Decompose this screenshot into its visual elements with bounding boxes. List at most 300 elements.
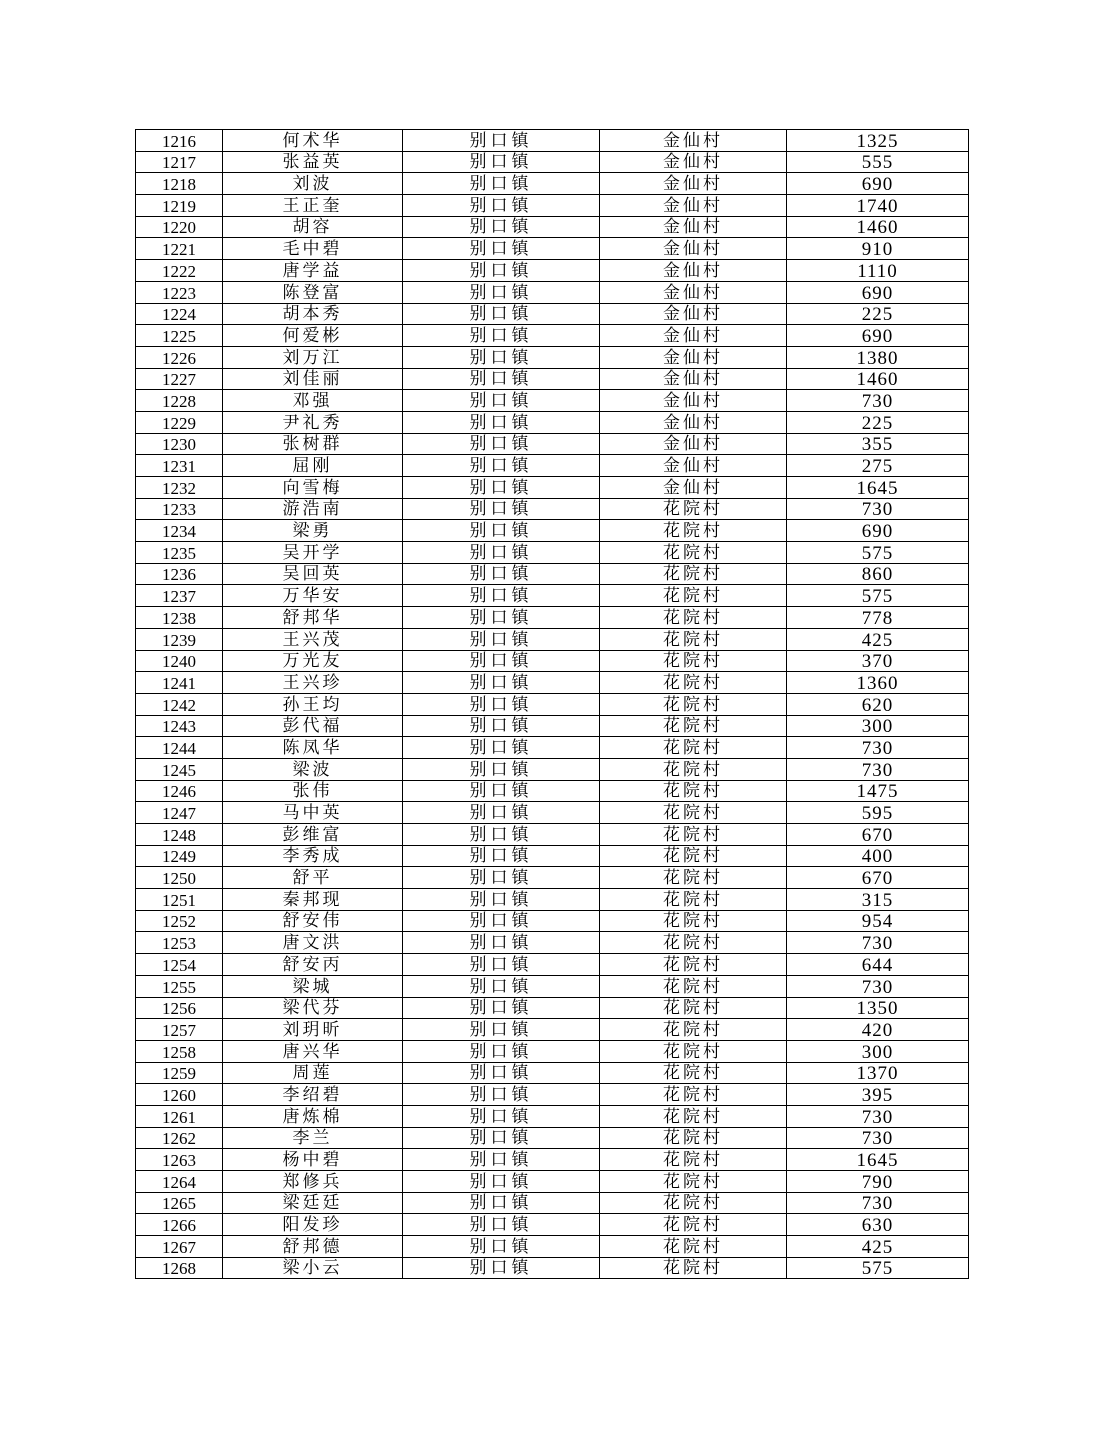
- cell-number: 1217: [136, 151, 223, 173]
- cell-amount: 225: [787, 303, 969, 325]
- cell-town: 别口镇: [403, 281, 600, 303]
- cell-town: 别口镇: [403, 1236, 600, 1258]
- cell-amount: 730: [787, 1192, 969, 1214]
- cell-amount: 1475: [787, 780, 969, 802]
- cell-name: 唐文洪: [223, 932, 403, 954]
- cell-amount: 1460: [787, 216, 969, 238]
- cell-name: 彭代福: [223, 715, 403, 737]
- cell-village: 金仙村: [600, 130, 787, 152]
- cell-village: 金仙村: [600, 346, 787, 368]
- cell-town: 别口镇: [403, 1019, 600, 1041]
- table-row: [136, 195, 969, 217]
- table-row: [136, 498, 969, 520]
- cell-number: 1222: [136, 260, 223, 282]
- cell-town: 别口镇: [403, 1062, 600, 1084]
- table-row: [136, 433, 969, 455]
- cell-number: 1263: [136, 1149, 223, 1171]
- cell-village: 金仙村: [600, 260, 787, 282]
- cell-number: 1254: [136, 954, 223, 976]
- cell-number: 1257: [136, 1019, 223, 1041]
- cell-amount: 730: [787, 932, 969, 954]
- cell-town: 别口镇: [403, 650, 600, 672]
- cell-village: 花院村: [600, 1127, 787, 1149]
- cell-town: 别口镇: [403, 889, 600, 911]
- cell-amount: 620: [787, 693, 969, 715]
- cell-name: 梁波: [223, 758, 403, 780]
- table-row: [136, 954, 969, 976]
- table-row: [136, 1236, 969, 1258]
- cell-town: 别口镇: [403, 758, 600, 780]
- table-row: [136, 238, 969, 260]
- cell-number: 1224: [136, 303, 223, 325]
- table-row: [136, 151, 969, 173]
- table-row: [136, 173, 969, 195]
- table-row: [136, 824, 969, 846]
- cell-town: 别口镇: [403, 238, 600, 260]
- cell-name: 唐学益: [223, 260, 403, 282]
- cell-village: 花院村: [600, 498, 787, 520]
- cell-amount: 575: [787, 585, 969, 607]
- cell-village: 花院村: [600, 607, 787, 629]
- cell-village: 花院村: [600, 867, 787, 889]
- cell-name: 陈凤华: [223, 737, 403, 759]
- cell-name: 毛中碧: [223, 238, 403, 260]
- cell-number: 1240: [136, 650, 223, 672]
- cell-number: 1252: [136, 910, 223, 932]
- cell-village: 花院村: [600, 845, 787, 867]
- cell-village: 金仙村: [600, 411, 787, 433]
- cell-name: 梁廷廷: [223, 1192, 403, 1214]
- table-row: [136, 715, 969, 737]
- cell-name: 刘佳丽: [223, 368, 403, 390]
- cell-amount: 575: [787, 542, 969, 564]
- cell-name: 王兴茂: [223, 628, 403, 650]
- cell-amount: 730: [787, 498, 969, 520]
- cell-village: 花院村: [600, 1062, 787, 1084]
- table-row: [136, 1105, 969, 1127]
- table-row: [136, 867, 969, 889]
- cell-name: 邓强: [223, 390, 403, 412]
- cell-name: 游浩南: [223, 498, 403, 520]
- cell-name: 舒邦华: [223, 607, 403, 629]
- cell-town: 别口镇: [403, 672, 600, 694]
- cell-number: 1228: [136, 390, 223, 412]
- cell-name: 孙王均: [223, 693, 403, 715]
- table-row: [136, 411, 969, 433]
- cell-amount: 225: [787, 411, 969, 433]
- table-row: [136, 130, 969, 152]
- cell-number: 1220: [136, 216, 223, 238]
- cell-village: 金仙村: [600, 238, 787, 260]
- cell-town: 别口镇: [403, 802, 600, 824]
- cell-number: 1253: [136, 932, 223, 954]
- cell-name: 郑修兵: [223, 1171, 403, 1193]
- cell-town: 别口镇: [403, 997, 600, 1019]
- table-row: [136, 390, 969, 412]
- table-row: [136, 346, 969, 368]
- cell-town: 别口镇: [403, 585, 600, 607]
- cell-name: 王正奎: [223, 195, 403, 217]
- cell-amount: 670: [787, 824, 969, 846]
- cell-number: 1247: [136, 802, 223, 824]
- cell-village: 金仙村: [600, 216, 787, 238]
- cell-amount: 1360: [787, 672, 969, 694]
- cell-village: 花院村: [600, 672, 787, 694]
- cell-name: 王兴珍: [223, 672, 403, 694]
- cell-amount: 1380: [787, 346, 969, 368]
- cell-town: 别口镇: [403, 1105, 600, 1127]
- cell-amount: 910: [787, 238, 969, 260]
- cell-name: 万华安: [223, 585, 403, 607]
- cell-village: 花院村: [600, 1019, 787, 1041]
- cell-name: 吴开学: [223, 542, 403, 564]
- cell-name: 何术华: [223, 130, 403, 152]
- cell-number: 1233: [136, 498, 223, 520]
- cell-village: 花院村: [600, 758, 787, 780]
- cell-town: 别口镇: [403, 411, 600, 433]
- table-row: [136, 520, 969, 542]
- cell-name: 张益英: [223, 151, 403, 173]
- cell-number: 1248: [136, 824, 223, 846]
- cell-number: 1227: [136, 368, 223, 390]
- cell-amount: 670: [787, 867, 969, 889]
- cell-name: 唐兴华: [223, 1040, 403, 1062]
- cell-amount: 355: [787, 433, 969, 455]
- cell-town: 别口镇: [403, 498, 600, 520]
- table-row: [136, 628, 969, 650]
- cell-village: 花院村: [600, 932, 787, 954]
- cell-name: 马中英: [223, 802, 403, 824]
- cell-number: 1266: [136, 1214, 223, 1236]
- cell-town: 别口镇: [403, 780, 600, 802]
- cell-village: 花院村: [600, 1171, 787, 1193]
- cell-amount: 630: [787, 1214, 969, 1236]
- cell-number: 1259: [136, 1062, 223, 1084]
- cell-village: 金仙村: [600, 368, 787, 390]
- cell-town: 别口镇: [403, 260, 600, 282]
- cell-village: 金仙村: [600, 433, 787, 455]
- cell-number: 1225: [136, 325, 223, 347]
- cell-town: 别口镇: [403, 910, 600, 932]
- cell-number: 1245: [136, 758, 223, 780]
- cell-town: 别口镇: [403, 1214, 600, 1236]
- cell-number: 1264: [136, 1171, 223, 1193]
- cell-town: 别口镇: [403, 693, 600, 715]
- cell-name: 刘波: [223, 173, 403, 195]
- cell-village: 花院村: [600, 910, 787, 932]
- table-row: [136, 1062, 969, 1084]
- cell-town: 别口镇: [403, 346, 600, 368]
- cell-town: 别口镇: [403, 737, 600, 759]
- cell-amount: 300: [787, 1040, 969, 1062]
- cell-town: 别口镇: [403, 368, 600, 390]
- cell-town: 别口镇: [403, 477, 600, 499]
- table-row: [136, 889, 969, 911]
- cell-amount: 400: [787, 845, 969, 867]
- table-row: [136, 260, 969, 282]
- cell-village: 金仙村: [600, 390, 787, 412]
- cell-amount: 1370: [787, 1062, 969, 1084]
- cell-amount: 730: [787, 1105, 969, 1127]
- cell-amount: 778: [787, 607, 969, 629]
- cell-number: 1230: [136, 433, 223, 455]
- cell-name: 梁代芬: [223, 997, 403, 1019]
- cell-village: 花院村: [600, 1040, 787, 1062]
- cell-amount: 1460: [787, 368, 969, 390]
- cell-name: 杨中碧: [223, 1149, 403, 1171]
- cell-amount: 425: [787, 1236, 969, 1258]
- cell-amount: 1350: [787, 997, 969, 1019]
- cell-number: 1235: [136, 542, 223, 564]
- table-row: [136, 693, 969, 715]
- cell-village: 花院村: [600, 954, 787, 976]
- cell-town: 别口镇: [403, 1127, 600, 1149]
- table-row: [136, 542, 969, 564]
- table-row: [136, 1149, 969, 1171]
- cell-village: 花院村: [600, 1105, 787, 1127]
- cell-amount: 1325: [787, 130, 969, 152]
- table-row: [136, 563, 969, 585]
- cell-town: 别口镇: [403, 1040, 600, 1062]
- cell-number: 1249: [136, 845, 223, 867]
- cell-town: 别口镇: [403, 628, 600, 650]
- table-row: [136, 758, 969, 780]
- cell-village: 花院村: [600, 542, 787, 564]
- cell-amount: 730: [787, 1127, 969, 1149]
- cell-village: 金仙村: [600, 195, 787, 217]
- cell-village: 金仙村: [600, 477, 787, 499]
- cell-town: 别口镇: [403, 1257, 600, 1279]
- table-row: [136, 1040, 969, 1062]
- cell-name: 梁小云: [223, 1257, 403, 1279]
- cell-amount: 425: [787, 628, 969, 650]
- cell-name: 刘玥昕: [223, 1019, 403, 1041]
- cell-number: 1246: [136, 780, 223, 802]
- cell-name: 李绍碧: [223, 1084, 403, 1106]
- table-row: [136, 780, 969, 802]
- cell-town: 别口镇: [403, 173, 600, 195]
- table-row: [136, 997, 969, 1019]
- cell-name: 李秀成: [223, 845, 403, 867]
- table-row: [136, 477, 969, 499]
- cell-village: 花院村: [600, 824, 787, 846]
- cell-name: 梁勇: [223, 520, 403, 542]
- cell-number: 1216: [136, 130, 223, 152]
- cell-number: 1234: [136, 520, 223, 542]
- cell-name: 秦邦现: [223, 889, 403, 911]
- cell-amount: 315: [787, 889, 969, 911]
- cell-town: 别口镇: [403, 715, 600, 737]
- cell-number: 1250: [136, 867, 223, 889]
- table-row: [136, 672, 969, 694]
- cell-village: 金仙村: [600, 151, 787, 173]
- subsidy-table: [135, 129, 969, 1279]
- cell-town: 别口镇: [403, 151, 600, 173]
- cell-number: 1241: [136, 672, 223, 694]
- cell-name: 阳发珍: [223, 1214, 403, 1236]
- cell-name: 吴回英: [223, 563, 403, 585]
- cell-village: 花院村: [600, 1257, 787, 1279]
- cell-name: 胡本秀: [223, 303, 403, 325]
- cell-number: 1242: [136, 693, 223, 715]
- cell-amount: 860: [787, 563, 969, 585]
- table-row: [136, 1019, 969, 1041]
- cell-town: 别口镇: [403, 1084, 600, 1106]
- cell-number: 1226: [136, 346, 223, 368]
- cell-name: 胡容: [223, 216, 403, 238]
- cell-amount: 644: [787, 954, 969, 976]
- cell-number: 1251: [136, 889, 223, 911]
- table-body: [136, 130, 969, 1279]
- cell-town: 别口镇: [403, 1149, 600, 1171]
- cell-name: 舒邦德: [223, 1236, 403, 1258]
- cell-amount: 575: [787, 1257, 969, 1279]
- cell-number: 1229: [136, 411, 223, 433]
- cell-name: 屈刚: [223, 455, 403, 477]
- cell-village: 金仙村: [600, 455, 787, 477]
- cell-amount: 690: [787, 520, 969, 542]
- cell-town: 别口镇: [403, 563, 600, 585]
- cell-name: 万光友: [223, 650, 403, 672]
- table-row: [136, 455, 969, 477]
- table-row: [136, 802, 969, 824]
- cell-number: 1262: [136, 1127, 223, 1149]
- cell-number: 1219: [136, 195, 223, 217]
- table-row: [136, 368, 969, 390]
- cell-town: 别口镇: [403, 195, 600, 217]
- cell-name: 周莲: [223, 1062, 403, 1084]
- cell-name: 李兰: [223, 1127, 403, 1149]
- cell-village: 花院村: [600, 520, 787, 542]
- cell-amount: 1645: [787, 477, 969, 499]
- cell-number: 1243: [136, 715, 223, 737]
- cell-village: 花院村: [600, 563, 787, 585]
- cell-village: 花院村: [600, 1084, 787, 1106]
- cell-town: 别口镇: [403, 975, 600, 997]
- table-row: [136, 845, 969, 867]
- cell-village: 金仙村: [600, 303, 787, 325]
- cell-number: 1265: [136, 1192, 223, 1214]
- cell-amount: 395: [787, 1084, 969, 1106]
- cell-amount: 690: [787, 173, 969, 195]
- cell-town: 别口镇: [403, 954, 600, 976]
- cell-amount: 370: [787, 650, 969, 672]
- cell-number: 1232: [136, 477, 223, 499]
- cell-number: 1244: [136, 737, 223, 759]
- table-row: [136, 650, 969, 672]
- cell-name: 舒安丙: [223, 954, 403, 976]
- table-row: [136, 1214, 969, 1236]
- table-row: [136, 281, 969, 303]
- cell-amount: 954: [787, 910, 969, 932]
- cell-village: 金仙村: [600, 281, 787, 303]
- cell-amount: 730: [787, 975, 969, 997]
- cell-name: 彭维富: [223, 824, 403, 846]
- cell-village: 花院村: [600, 975, 787, 997]
- cell-number: 1231: [136, 455, 223, 477]
- cell-amount: 730: [787, 390, 969, 412]
- cell-town: 别口镇: [403, 845, 600, 867]
- table-row: [136, 303, 969, 325]
- cell-town: 别口镇: [403, 130, 600, 152]
- cell-name: 张伟: [223, 780, 403, 802]
- cell-town: 别口镇: [403, 824, 600, 846]
- cell-village: 花院村: [600, 1149, 787, 1171]
- cell-number: 1268: [136, 1257, 223, 1279]
- cell-town: 别口镇: [403, 390, 600, 412]
- cell-name: 何爱彬: [223, 325, 403, 347]
- cell-number: 1267: [136, 1236, 223, 1258]
- cell-village: 金仙村: [600, 173, 787, 195]
- cell-number: 1258: [136, 1040, 223, 1062]
- cell-town: 别口镇: [403, 216, 600, 238]
- cell-town: 别口镇: [403, 542, 600, 564]
- cell-number: 1238: [136, 607, 223, 629]
- cell-amount: 690: [787, 281, 969, 303]
- table-row: [136, 1127, 969, 1149]
- cell-village: 花院村: [600, 1192, 787, 1214]
- cell-town: 别口镇: [403, 433, 600, 455]
- cell-town: 别口镇: [403, 607, 600, 629]
- cell-village: 花院村: [600, 889, 787, 911]
- cell-name: 舒平: [223, 867, 403, 889]
- cell-amount: 555: [787, 151, 969, 173]
- cell-town: 别口镇: [403, 325, 600, 347]
- cell-number: 1256: [136, 997, 223, 1019]
- cell-town: 别口镇: [403, 867, 600, 889]
- cell-amount: 730: [787, 758, 969, 780]
- cell-name: 梁城: [223, 975, 403, 997]
- cell-village: 花院村: [600, 650, 787, 672]
- table-row: [136, 607, 969, 629]
- cell-village: 花院村: [600, 585, 787, 607]
- table-row: [136, 1257, 969, 1279]
- table-row: [136, 1084, 969, 1106]
- cell-amount: 1645: [787, 1149, 969, 1171]
- table-row: [136, 910, 969, 932]
- cell-amount: 595: [787, 802, 969, 824]
- cell-village: 花院村: [600, 737, 787, 759]
- cell-amount: 730: [787, 737, 969, 759]
- cell-amount: 275: [787, 455, 969, 477]
- cell-amount: 1110: [787, 260, 969, 282]
- cell-name: 向雪梅: [223, 477, 403, 499]
- cell-name: 陈登富: [223, 281, 403, 303]
- cell-number: 1255: [136, 975, 223, 997]
- cell-village: 金仙村: [600, 325, 787, 347]
- cell-amount: 420: [787, 1019, 969, 1041]
- table-row: [136, 216, 969, 238]
- cell-name: 舒安伟: [223, 910, 403, 932]
- table-row: [136, 585, 969, 607]
- cell-name: 刘万江: [223, 346, 403, 368]
- cell-name: 唐炼棉: [223, 1105, 403, 1127]
- cell-village: 花院村: [600, 1214, 787, 1236]
- cell-town: 别口镇: [403, 455, 600, 477]
- cell-town: 别口镇: [403, 303, 600, 325]
- cell-number: 1218: [136, 173, 223, 195]
- cell-number: 1221: [136, 238, 223, 260]
- table-row: [136, 1171, 969, 1193]
- cell-name: 尹礼秀: [223, 411, 403, 433]
- cell-village: 花院村: [600, 715, 787, 737]
- cell-number: 1237: [136, 585, 223, 607]
- cell-town: 别口镇: [403, 520, 600, 542]
- cell-number: 1223: [136, 281, 223, 303]
- cell-village: 花院村: [600, 802, 787, 824]
- cell-town: 别口镇: [403, 1171, 600, 1193]
- cell-amount: 790: [787, 1171, 969, 1193]
